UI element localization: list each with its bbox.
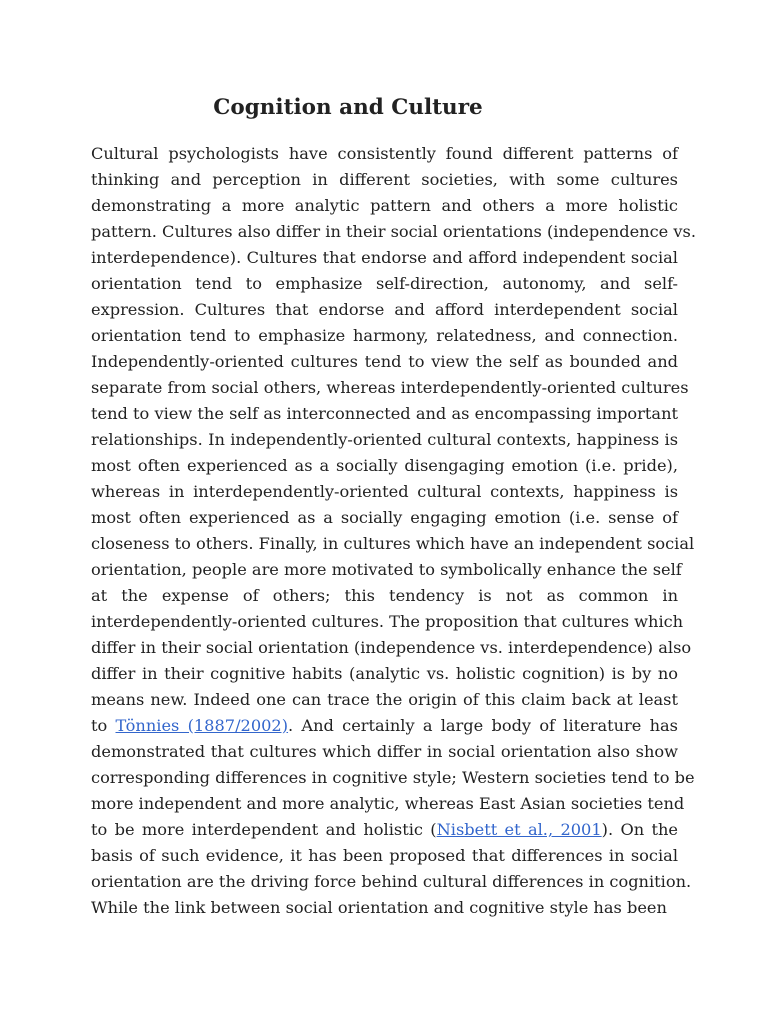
body-text-segment: closeness to others. Finally, in cultures which have an independent social [91,534,695,553]
body-text-line [91,609,684,635]
body-text-line [91,713,678,739]
body-text-segment: interdependence). Cultures that endorse and afford independent social [91,248,678,267]
body-text-segment: expression. Cultures that endorse and afford interdependent social [91,300,678,319]
body-text-line [91,453,678,479]
body-text-line [91,635,692,661]
body-text-segment: relationships. In independently-oriented cultural contexts, happiness is [91,430,678,449]
body-text-line [91,297,678,323]
body-text-line [91,505,678,531]
body-text-segment: orientation are the driving force behind cultural differences in cognition. [91,872,692,891]
body-text-segment: orientation tend to emphasize self-direction, autonomy, and self- [91,274,678,293]
body-text-segment: whereas in interdependently-oriented cultural contexts, happiness is [91,482,678,501]
body-text-line [91,869,692,895]
citation-link[interactable]: Nisbett et al., 2001 [436,820,602,839]
body-text-line [91,817,678,843]
body-text-line [91,479,678,505]
body-text-segment: Cultural psychologists have consistently found different patterns of [91,144,678,163]
body-text-segment: orientation tend to emphasize harmony, relatedness, and connection. [91,326,678,345]
body-text-line [91,583,678,609]
body-text-segment: most often experienced as a socially engaging emotion (i.e. sense of [91,508,678,527]
body-text-line [91,843,678,869]
body-text-line [91,739,678,765]
body-text-line [91,895,678,921]
document-body [91,141,696,921]
body-text-segment: . And certainly a large body of literature has [288,716,678,735]
body-text-segment: differ in their social orientation (independence vs. interdependence) also [91,638,692,657]
body-text-line [91,141,678,167]
body-text-line [91,193,678,219]
body-text-line [91,557,682,583]
body-text-line [91,271,678,297]
body-text-line [91,531,695,557]
body-text-segment: tend to view the self as interconnected and as encompassing important [91,404,678,423]
body-text-line [91,167,678,193]
document-title: Cognition and Culture [213,95,483,120]
body-text-line [91,401,678,427]
body-text-segment: basis of such evidence, it has been proposed that differences in social [91,846,678,865]
body-text-segment: pattern. Cultures also differ in their social orientations (independence vs. [91,222,696,241]
body-text-line [91,765,695,791]
body-text-line [91,661,678,687]
body-text-line [91,687,678,713]
body-text-segment: orientation, people are more motivated to symbolically enhance the self [91,560,682,579]
body-text-segment: corresponding differences in cognitive style; Western societies tend to be [91,768,695,787]
body-text-segment: to [91,716,116,735]
body-text-segment: demonstrating a more analytic pattern and others a more holistic [91,196,678,215]
body-text-segment: differ in their cognitive habits (analytic vs. holistic cognition) is by no [91,664,678,683]
body-text-line [91,427,678,453]
body-text-segment: most often experienced as a socially disengaging emotion (i.e. pride), [91,456,678,475]
body-text-line [91,791,685,817]
body-text-segment: means new. Indeed one can trace the origin of this claim back at least [91,690,678,709]
citation-link[interactable]: Tönnies (1887/2002) [115,716,289,735]
body-text-segment: While the link between social orientation and cognitive style has been [91,898,667,917]
body-text-line [91,375,689,401]
body-text-segment: separate from social others, whereas interdependently-oriented cultures [91,378,689,397]
body-text-line [91,349,678,375]
body-text-line [91,245,678,271]
body-text-segment: demonstrated that cultures which differ in social orientation also show [91,742,678,761]
body-text-segment: more independent and more analytic, whereas East Asian societies tend [91,794,685,813]
body-text-segment: at the expense of others; this tendency is not as common in [91,586,678,605]
body-text-line [91,219,696,245]
body-text-line [91,323,678,349]
body-text-segment: interdependently-oriented cultures. The proposition that cultures which [91,612,684,631]
body-text-segment: Independently-oriented cultures tend to view the self as bounded and [91,352,678,371]
body-text-segment: ). On the [601,820,678,839]
body-text-segment: to be more interdependent and holistic ( [91,820,437,839]
body-text-segment: thinking and perception in different societies, with some cultures [91,170,678,189]
